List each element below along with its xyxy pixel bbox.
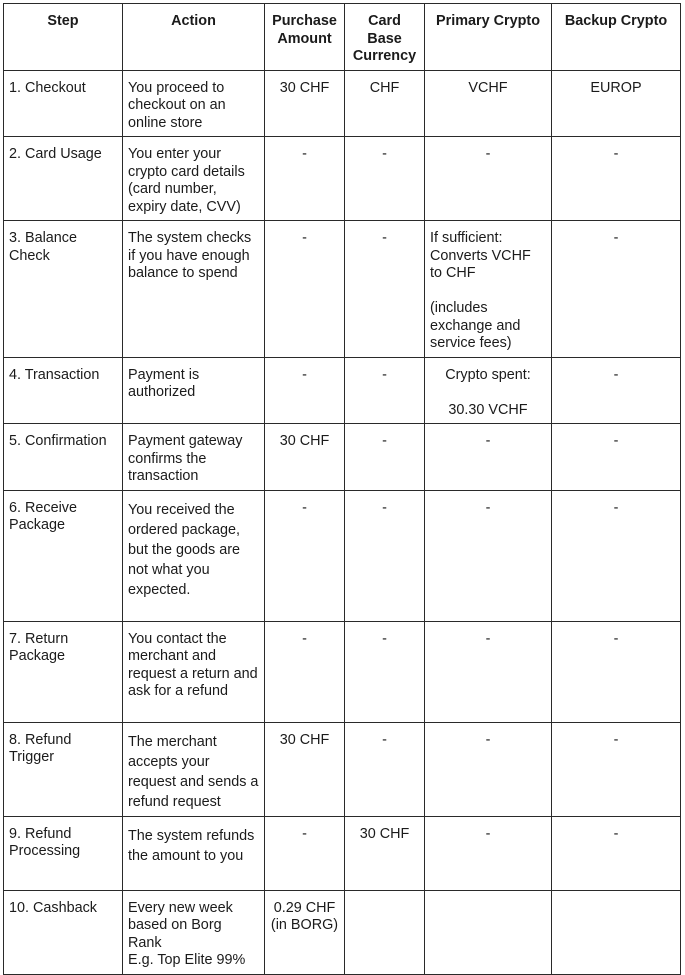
cell-card-base-currency: -	[345, 722, 425, 816]
cell-purchase-amount: 30 CHF	[265, 424, 345, 491]
header-primary-crypto: Primary Crypto	[425, 4, 552, 71]
cell-backup-crypto	[552, 890, 681, 974]
cell-card-base-currency: -	[345, 137, 425, 221]
cell-backup-crypto: -	[552, 816, 681, 890]
cell-purchase-amount: -	[265, 137, 345, 221]
cell-action: Payment gateway confirms the transaction	[123, 424, 265, 491]
cell-action: The merchant accepts your request and sends a refund request	[123, 722, 265, 816]
table-row	[4, 424, 681, 491]
cell-backup-crypto: -	[552, 722, 681, 816]
header-backup-crypto: Backup Crypto	[552, 4, 681, 71]
cell-step: 5. Confirmation	[4, 424, 123, 491]
table-row	[4, 70, 681, 137]
table-row	[4, 221, 681, 358]
cell-action: The system checks if you have enough balance to spend	[123, 221, 265, 358]
header-purchase-amount: Purchase Amount	[265, 4, 345, 71]
cell-action: Payment is authorized	[123, 357, 265, 424]
table-row	[4, 357, 681, 424]
cell-backup-crypto: -	[552, 357, 681, 424]
cell-step: 2. Card Usage	[4, 137, 123, 221]
cell-step: 10. Cashback	[4, 890, 123, 974]
cell-card-base-currency: -	[345, 357, 425, 424]
cell-primary-crypto: VCHF	[425, 70, 552, 137]
cell-backup-crypto: -	[552, 137, 681, 221]
cell-step: 9. Refund Processing	[4, 816, 123, 890]
cell-purchase-amount: -	[265, 621, 345, 722]
cell-step: 7. Return Package	[4, 621, 123, 722]
cell-card-base-currency: -	[345, 490, 425, 621]
cell-card-base-currency: 30 CHF	[345, 816, 425, 890]
cell-primary-crypto: Crypto spent: 30.30 VCHF	[425, 357, 552, 424]
table-row	[4, 816, 681, 890]
cell-purchase-amount: 30 CHF	[265, 70, 345, 137]
cell-purchase-amount: -	[265, 357, 345, 424]
cell-primary-crypto: -	[425, 722, 552, 816]
cell-card-base-currency: CHF	[345, 70, 425, 137]
cell-step: 4. Transaction	[4, 357, 123, 424]
cell-card-base-currency	[345, 890, 425, 974]
cell-step: 8. Refund Trigger	[4, 722, 123, 816]
table-row	[4, 621, 681, 722]
cell-step: 3. Balance Check	[4, 221, 123, 358]
cell-primary-crypto: -	[425, 490, 552, 621]
cell-action: You contact the merchant and request a return and ask for a refund	[123, 621, 265, 722]
cell-step: 1. Checkout	[4, 70, 123, 137]
cell-primary-crypto: -	[425, 137, 552, 221]
cell-backup-crypto: -	[552, 621, 681, 722]
table-row	[4, 490, 681, 621]
header-step: Step	[4, 4, 123, 71]
cell-step: 6. Receive Package	[4, 490, 123, 621]
cell-backup-crypto: EUROP	[552, 70, 681, 137]
table-row	[4, 722, 681, 816]
cell-primary-crypto: If sufficient: Converts VCHF to CHF (includes exchange and service fees)	[425, 221, 552, 358]
cell-card-base-currency: -	[345, 621, 425, 722]
cell-card-base-currency: -	[345, 221, 425, 358]
table-row	[4, 890, 681, 974]
cell-backup-crypto: -	[552, 490, 681, 621]
table-row	[4, 137, 681, 221]
cell-action: The system refunds the amount to you	[123, 816, 265, 890]
cell-purchase-amount: -	[265, 816, 345, 890]
cell-action: You proceed to checkout on an online store	[123, 70, 265, 137]
cell-purchase-amount: -	[265, 221, 345, 358]
cell-primary-crypto: -	[425, 424, 552, 491]
header-action: Action	[123, 4, 265, 71]
cell-primary-crypto: -	[425, 816, 552, 890]
cell-purchase-amount: 30 CHF	[265, 722, 345, 816]
refund-flow-table	[3, 3, 681, 975]
cell-primary-crypto	[425, 890, 552, 974]
cell-purchase-amount: -	[265, 490, 345, 621]
header-row	[4, 4, 681, 71]
cell-card-base-currency: -	[345, 424, 425, 491]
cell-action: You received the ordered package, but the goods are not what you expected.	[123, 490, 265, 621]
cell-backup-crypto: -	[552, 221, 681, 358]
cell-backup-crypto: -	[552, 424, 681, 491]
cell-action: You enter your crypto card details (card number, expiry date, CVV)	[123, 137, 265, 221]
cell-action: Every new week based on Borg Rank E.g. Top Elite 99%	[123, 890, 265, 974]
cell-primary-crypto: -	[425, 621, 552, 722]
cell-purchase-amount: 0.29 CHF (in BORG)	[265, 890, 345, 974]
header-card-base-currency: Card Base Currency	[345, 4, 425, 71]
